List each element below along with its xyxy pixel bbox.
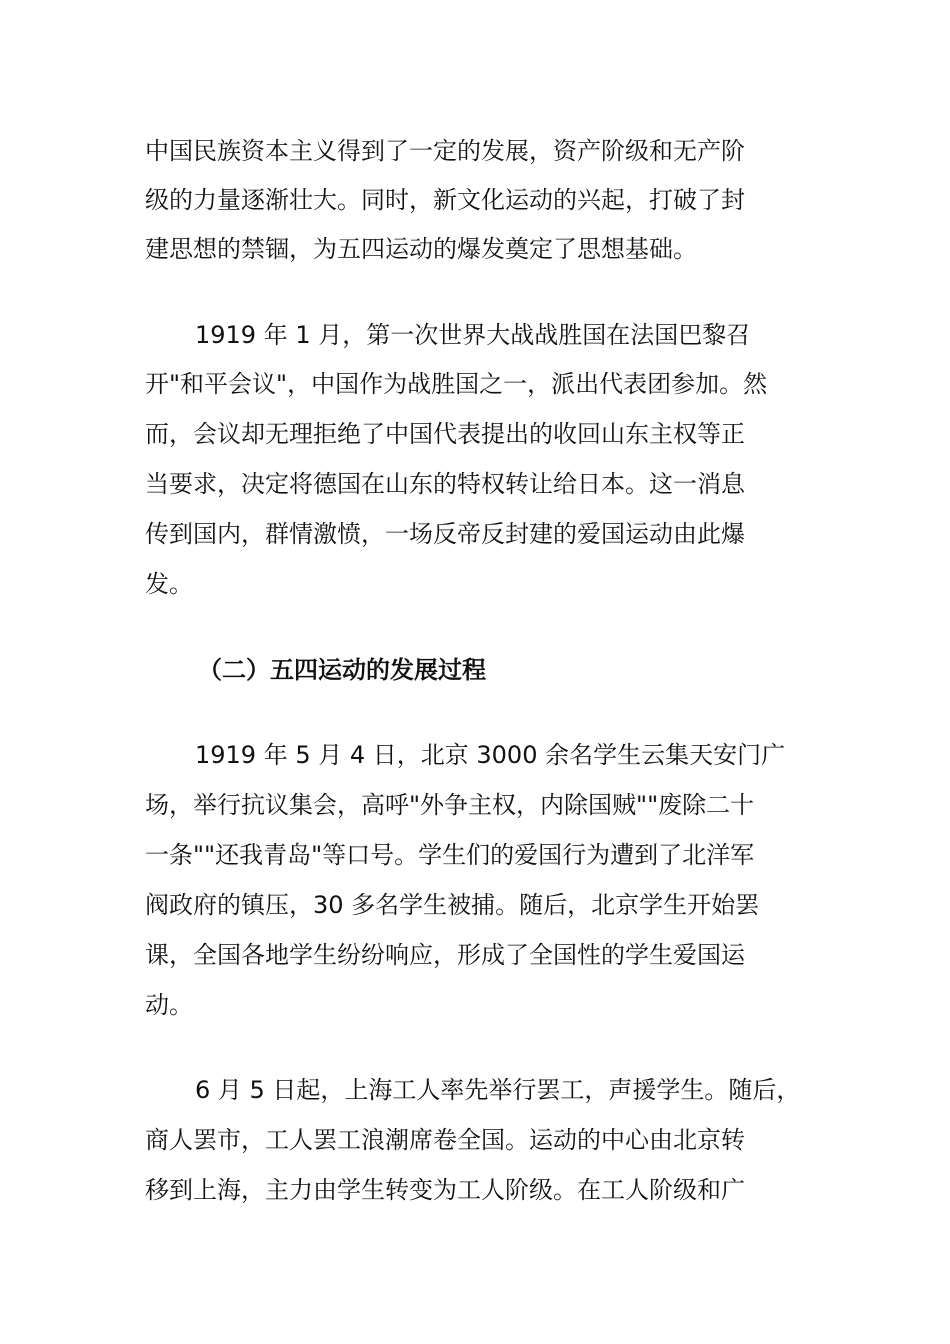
paragraph-line: 1919 年 1 月，第一次世界大战战胜国在法国巴黎召 [195, 321, 751, 349]
paragraph-line: 阀政府的镇压，30 多名学生被捕。随后，北京学生开始罢 [145, 891, 760, 919]
paragraph-line: 开"和平会议"，中国作为战胜国之一，派出代表团参加。然 [145, 370, 768, 398]
paragraph-line: 发。 [145, 570, 193, 598]
paragraph-line: 建思想的禁锢，为五四运动的爆发奠定了思想基础。 [145, 235, 697, 263]
paragraph-line: 级的力量逐渐壮大。同时，新文化运动的兴起，打破了封 [145, 186, 745, 214]
paragraph-line: 课，全国各地学生纷纷响应，形成了全国性的学生爱国运 [145, 941, 745, 969]
paragraph-line: 6 月 5 日起，上海工人率先举行罢工，声援学生。随后， [195, 1076, 801, 1104]
paragraph-line: 当要求，决定将德国在山东的特权转让给日本。这一消息 [145, 470, 745, 498]
paragraph-line: 动。 [145, 991, 193, 1019]
paragraph-line: 移到上海，主力由学生转变为工人阶级。在工人阶级和广 [145, 1176, 745, 1204]
paragraph-line: 一条""还我青岛"等口号。学生们的爱国行为遭到了北洋军 [145, 841, 755, 869]
paragraph-line: 中国民族资本主义得到了一定的发展，资产阶级和无产阶 [145, 137, 745, 165]
paragraph-line: 传到国内，群情激愤，一场反帝反封建的爱国运动由此爆 [145, 520, 745, 548]
paragraph-line: 1919 年 5 月 4 日，北京 3000 余名学生云集天安门广 [195, 741, 786, 769]
section-heading: （二）五四运动的发展过程 [198, 656, 486, 684]
paragraph-line: 商人罢市，工人罢工浪潮席卷全国。运动的中心由北京转 [145, 1126, 745, 1154]
paragraph-line: 而，会议却无理拒绝了中国代表提出的收回山东主权等正 [145, 420, 745, 448]
paragraph-line: 场，举行抗议集会，高呼"外争主权，内除国贼""废除二十 [145, 791, 755, 819]
